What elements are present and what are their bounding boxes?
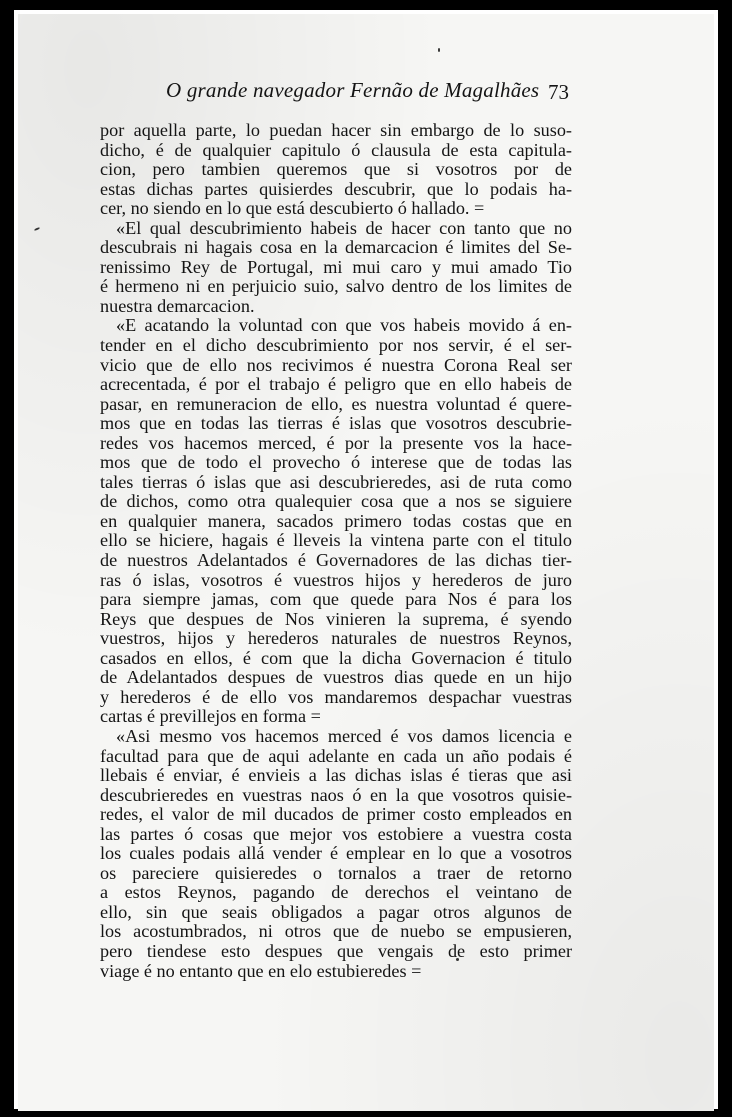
text-line: y herederos é de ello vos mandaremos despachar vuestras — [100, 686, 572, 707]
text-line: redes vos hacemos merced, é por la presente vos la hace- — [100, 432, 572, 453]
text-line: de nuestros Adelantados é Governadores de las dichas tier- — [100, 550, 572, 571]
text-line: «E acatando la voluntad con que vos habeis movido á en- — [116, 315, 572, 336]
running-header: O grande navegador Fernão de Magalhães — [166, 78, 540, 102]
ink-speck — [34, 227, 40, 231]
text-line: de dichos, como otra qualequier cosa que a nos se siguiere — [100, 491, 572, 512]
text-line: los cuales podais allá vender é emplear en lo que a vosotros — [100, 843, 572, 864]
text-line: cer, no siendo en lo que está descubierto ó hallado. = — [100, 198, 485, 219]
text-line: casados en ellos, é com que la dicha Governacion é titulo — [100, 647, 572, 668]
ink-speck — [438, 48, 440, 52]
text-line: redes, el valor de mil ducados de primer costo empleados en — [100, 804, 572, 825]
text-line: en qualquier manera, sacados primero todas costas que en — [100, 510, 572, 531]
text-line: tender en el dicho descubrimiento por nos servir, é el ser- — [100, 335, 572, 356]
page-number: 73 — [548, 80, 569, 104]
text-line: os pareciere quisieredes o tornalos a traer de retorno — [100, 862, 572, 883]
text-line: pasar, en remuneracion de ello, es nuestra voluntad é quere- — [100, 393, 572, 414]
text-line: estas dichas partes quisierdes descubrir, que lo podais ha- — [100, 178, 572, 199]
text-line: «Asi mesmo vos hacemos merced é vos damos licencia e — [116, 725, 572, 746]
text-line: tales tierras ó islas que asi descubrieredes, asi de ruta como — [100, 471, 572, 492]
text-line: mos que de todo el provecho ó interese que de todas las — [100, 452, 572, 473]
text-line: viage é no entanto que en elo estubieredes = — [100, 960, 422, 981]
text-line: Reys que despues de Nos vinieren la suprema, é syendo — [100, 608, 572, 629]
text-line: mos que en todas las tierras é islas que vosotros descubrie- — [100, 413, 572, 434]
text-line: por aquella parte, lo puedan hacer sin embargo de lo suso- — [100, 120, 572, 140]
text-line: dicho, é de qualquier capitulo ó clausula de esta capitula- — [100, 139, 572, 160]
text-line: a estos Reynos, pagando de derechos el veintano de — [100, 882, 572, 903]
text-line: cion, pero tambien queremos que si vosotros por de — [100, 159, 572, 180]
scan-border-top — [0, 0, 732, 10]
scan-border-left — [0, 0, 14, 1117]
text-line: pero tiendese esto despues que vengais de esto primer — [100, 940, 572, 961]
text-line: los acostumbrados, ni otros que de nuebo se empusieren, — [100, 921, 572, 942]
text-line: descubrais ni hagais cosa en la demarcacion é limites del Se- — [100, 237, 572, 258]
body-text — [100, 121, 572, 981]
text-line: nuestra demarcacion. — [100, 295, 255, 316]
text-line: «El qual descubrimiento habeis de hacer con tanto que no — [116, 217, 572, 238]
text-line: vicio que de ello nos recivimos é nuestra Corona Real ser — [100, 354, 572, 375]
text-line: llebais é enviar, é envieis a las dichas islas é tieras que asi — [100, 765, 572, 786]
text-line: descubrieredes en vuestras naos ó en la que vosotros quisie- — [100, 784, 572, 805]
text-line: ras ó islas, vosotros é vuestros hijos y herederos de juro — [100, 569, 572, 590]
text-line: ello se hiciere, hagais é lleveis la vintena parte con el titulo — [100, 530, 572, 551]
text-line: acrecentada, é por el trabajo é peligro que en ello habeis de — [100, 374, 572, 395]
text-line: las partes ó cosas que mejor vos estobiere a vuestra costa — [100, 823, 572, 844]
text-line: é hermeno ni en perjuicio suio, salvo dentro de los limites de — [100, 276, 572, 297]
scan-border-right — [718, 0, 732, 1117]
text-line: renissimo Rey de Portugal, mi mui caro y mui amado Tio — [100, 256, 572, 277]
text-line: vuestros, hijos y herederos naturales de nuestros Reynos, — [100, 628, 572, 649]
text-line: para siempre jamas, com que quede para Nos é para los — [100, 589, 572, 610]
text-line: de Adelantados despues de vuestros dias quede en un hijo — [100, 667, 572, 688]
text-line: ello, sin que seais obligados a pagar otros algunos de — [100, 901, 572, 922]
text-line: cartas é previllejos en forma = — [100, 706, 321, 727]
text-line: facultad para que de aqui adelante en cada un año podais é — [100, 745, 572, 766]
